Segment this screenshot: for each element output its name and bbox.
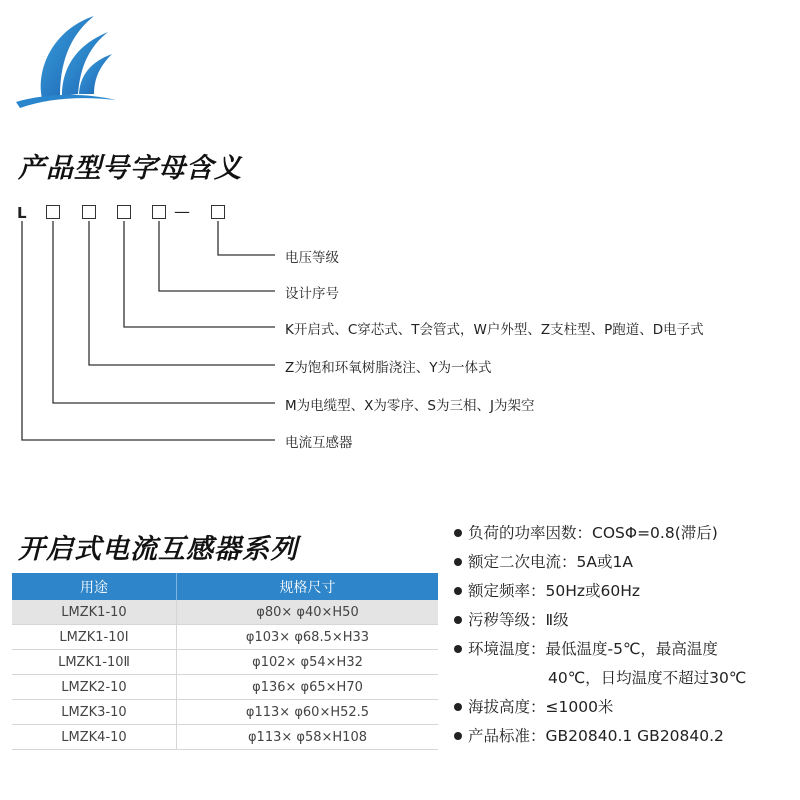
table-cell-model: LMZK4-10 xyxy=(12,725,177,750)
spec-table xyxy=(12,573,438,750)
table-row xyxy=(12,675,438,700)
table-cell-size: φ102× φ54×H32 xyxy=(177,650,439,675)
table-cell-size: φ103× φ68.5×H33 xyxy=(177,625,439,650)
table-cell-size: φ80× φ40×H50 xyxy=(177,600,439,625)
spec-item-standard xyxy=(454,722,746,751)
label-structure-type: K开启式、C穿芯式、T会管式，W户外型、Z支柱型、P跑道、D电子式 xyxy=(285,322,704,338)
bullet-icon xyxy=(454,703,462,711)
table-cell-size: φ136× φ65×H70 xyxy=(177,675,439,700)
bullet-icon xyxy=(454,529,462,537)
spec-item-ambient-temperature-cont xyxy=(454,664,746,693)
label-insulation-type: Z为饱和环氧树脂浇注、Y为一体式 xyxy=(285,360,492,376)
table-cell-size: φ113× φ58×H108 xyxy=(177,725,439,750)
table-cell-model: LMZK2-10 xyxy=(12,675,177,700)
bullet-icon xyxy=(454,645,462,653)
code-dash: — xyxy=(174,202,190,221)
spec-text: 负荷的功率因数：COSΦ=0.8(滞后) xyxy=(468,524,718,542)
spec-text: 环境温度：最低温度-5℃，最高温度 xyxy=(468,640,718,658)
bullet-icon xyxy=(454,587,462,595)
spec-item-pollution-level xyxy=(454,606,746,635)
bullet-icon xyxy=(454,732,462,740)
prefix-letter: L xyxy=(17,204,27,222)
spec-text: 额定频率：50Hz或60Hz xyxy=(468,582,641,600)
table-row xyxy=(12,700,438,725)
table-header-dimensions: 规格尺寸 xyxy=(177,573,439,600)
spec-text: 产品标准：GB20840.1 GB20840.2 xyxy=(468,727,724,745)
table-cell-model: LMZK1-10 xyxy=(12,600,177,625)
label-current-transformer: 电流互感器 xyxy=(285,435,353,451)
spec-item-altitude xyxy=(454,693,746,722)
section-title-series: 开启式电流互感器系列 xyxy=(18,534,298,565)
bullet-icon xyxy=(454,616,462,624)
table-cell-model: LMZK1-10Ⅰ xyxy=(12,625,177,650)
label-voltage-level: 电压等级 xyxy=(285,250,339,266)
spec-item-secondary-current xyxy=(454,548,746,577)
table-row xyxy=(12,625,438,650)
table-row xyxy=(12,600,438,625)
spec-text: 海拔高度：≤1000米 xyxy=(468,698,614,716)
spec-item-frequency xyxy=(454,577,746,606)
label-usage-type: M为电缆型、X为零序、S为三相、J为架空 xyxy=(285,398,535,414)
spec-text: 额定二次电流：5A或1A xyxy=(468,553,633,571)
table-header-usage: 用途 xyxy=(12,573,177,600)
spec-item-power-factor xyxy=(454,519,746,548)
spec-text: 污秽等级：Ⅱ级 xyxy=(468,611,569,629)
table-row xyxy=(12,650,438,675)
spec-list xyxy=(454,519,746,751)
spec-item-ambient-temperature xyxy=(454,635,746,664)
section-title-model-meaning: 产品型号字母含义 xyxy=(18,153,242,184)
table-row xyxy=(12,725,438,750)
table-cell-model: LMZK1-10Ⅱ xyxy=(12,650,177,675)
table-cell-model: LMZK3-10 xyxy=(12,700,177,725)
bullet-icon xyxy=(454,558,462,566)
table-cell-size: φ113× φ60×H52.5 xyxy=(177,700,439,725)
spec-text: 40℃，日均温度不超过30℃ xyxy=(548,669,747,687)
label-design-serial: 设计序号 xyxy=(285,286,339,302)
